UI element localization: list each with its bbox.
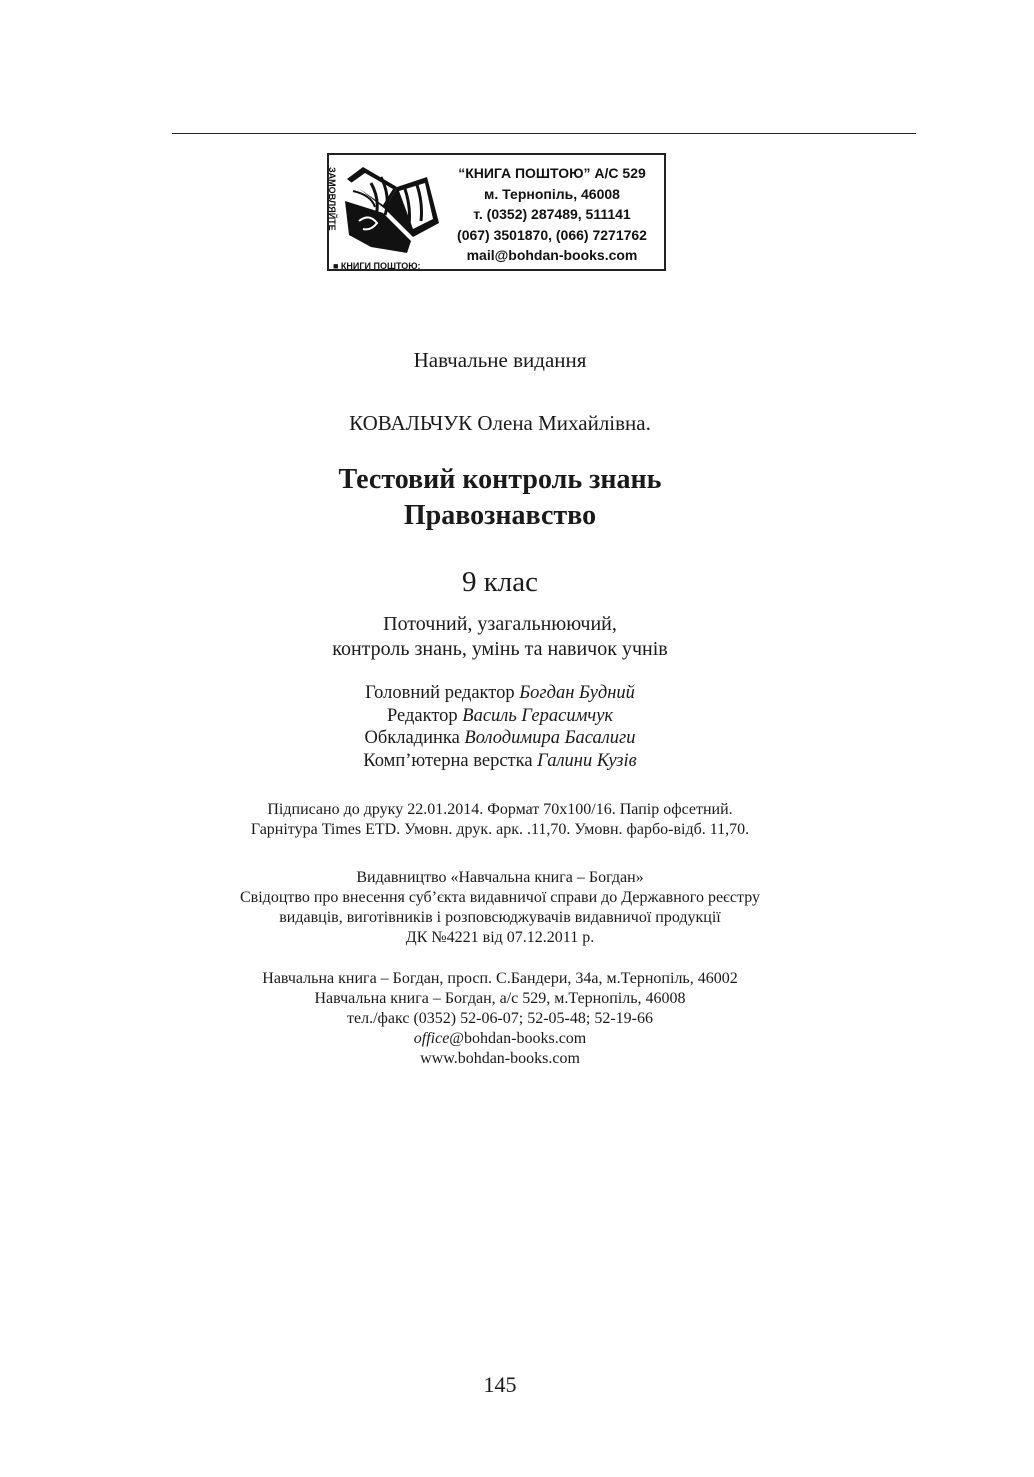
credits — [0, 682, 1000, 772]
publisher-line: ДК №4221 від 07.12.2011 р. — [405, 929, 595, 946]
credit-line — [0, 750, 1000, 773]
publisher-line: Свідоцтво про внесення суб’єкта видавничої справи до Державного реєстру — [240, 889, 760, 906]
ad-line: м. Тернопіль, 46008 — [484, 185, 620, 202]
credit-line — [0, 727, 1000, 750]
ad-line: “КНИГА ПОШТОЮ” А/С 529 — [458, 165, 646, 181]
ad-line: т. (0352) 287489, 511141 — [473, 206, 631, 222]
mail-order-ad — [327, 153, 666, 271]
credit-line — [0, 705, 1000, 728]
credit-role: Редактор — [386, 705, 458, 726]
grade: 9 клас — [461, 566, 539, 598]
printing-line: Гарнітура Times ETD. Умовн. друк. арк. .11,70. Умовн. фарбо-відб. 11,70. — [250, 821, 750, 838]
publisher-line: Видавництво «Навчальна книга – Богдан» — [356, 869, 644, 886]
ad-line: (067) 3501870, (066) 7271762 — [457, 226, 647, 243]
credit-line — [0, 682, 1000, 705]
ad-vertical-text: ЗАМОВЛЯЙТЕ — [327, 167, 337, 231]
address-line: Навчальна книга – Богдан, а/с 529, м.Тернопіль, 46008 — [314, 990, 686, 1007]
subtitle-line: контроль знань, умінь та навичок учнів — [332, 638, 668, 660]
credit-name: Галини Кузів — [537, 750, 637, 771]
phone-line: тел./факс (0352) 52-06-07; 52-05-48; 52-19-66 — [347, 1010, 653, 1027]
publisher-info — [0, 868, 1000, 948]
subtitle — [0, 612, 1000, 662]
open-book-icon — [341, 161, 445, 257]
title-line: Правознавство — [403, 500, 597, 531]
ad-line: mail@bohdan-books.com — [466, 247, 638, 263]
address-line: Навчальна книга – Богдан, просп. С.Бандери, 34а, м.Тернопіль, 46002 — [262, 970, 738, 987]
credit-role: Головний редактор — [365, 683, 515, 703]
website-line: www.bohdan-books.com — [420, 1050, 580, 1067]
subtitle-line: Поточний, узагальнюючий, — [383, 613, 617, 635]
printing-info — [0, 800, 1000, 840]
ad-contact-lines — [441, 163, 663, 266]
credit-role: Комп’ютерна верстка — [363, 750, 533, 771]
email-line — [0, 1029, 1000, 1049]
edition-kind: Навчальне видання — [413, 348, 587, 372]
publisher-line: видавців, виготівників і розповсюджувачів видавничої продукції — [279, 909, 721, 926]
page-number: 145 — [483, 1372, 517, 1397]
credit-name: Богдан Будний — [519, 683, 635, 703]
credit-role: Обкладинка — [364, 728, 460, 748]
ad-horizontal-text: ■ КНИГИ ПОШТОЮ: — [333, 261, 421, 271]
email-domain: @bohdan-books.com — [449, 1030, 587, 1047]
email-user: office — [413, 1030, 450, 1047]
contacts — [0, 969, 1000, 1069]
title-line: Тестовий контроль знань — [338, 464, 662, 495]
credit-name: Василь Герасимчук — [462, 705, 614, 726]
book-title — [0, 462, 1000, 534]
author: КОВАЛЬЧУК Олена Михайлівна. — [349, 411, 651, 435]
credit-name: Володимира Басалиги — [464, 728, 636, 748]
printing-line: Підписано до друку 22.01.2014. Формат 70х100/16. Папір офсетний. — [267, 801, 733, 818]
top-rule — [172, 133, 916, 134]
